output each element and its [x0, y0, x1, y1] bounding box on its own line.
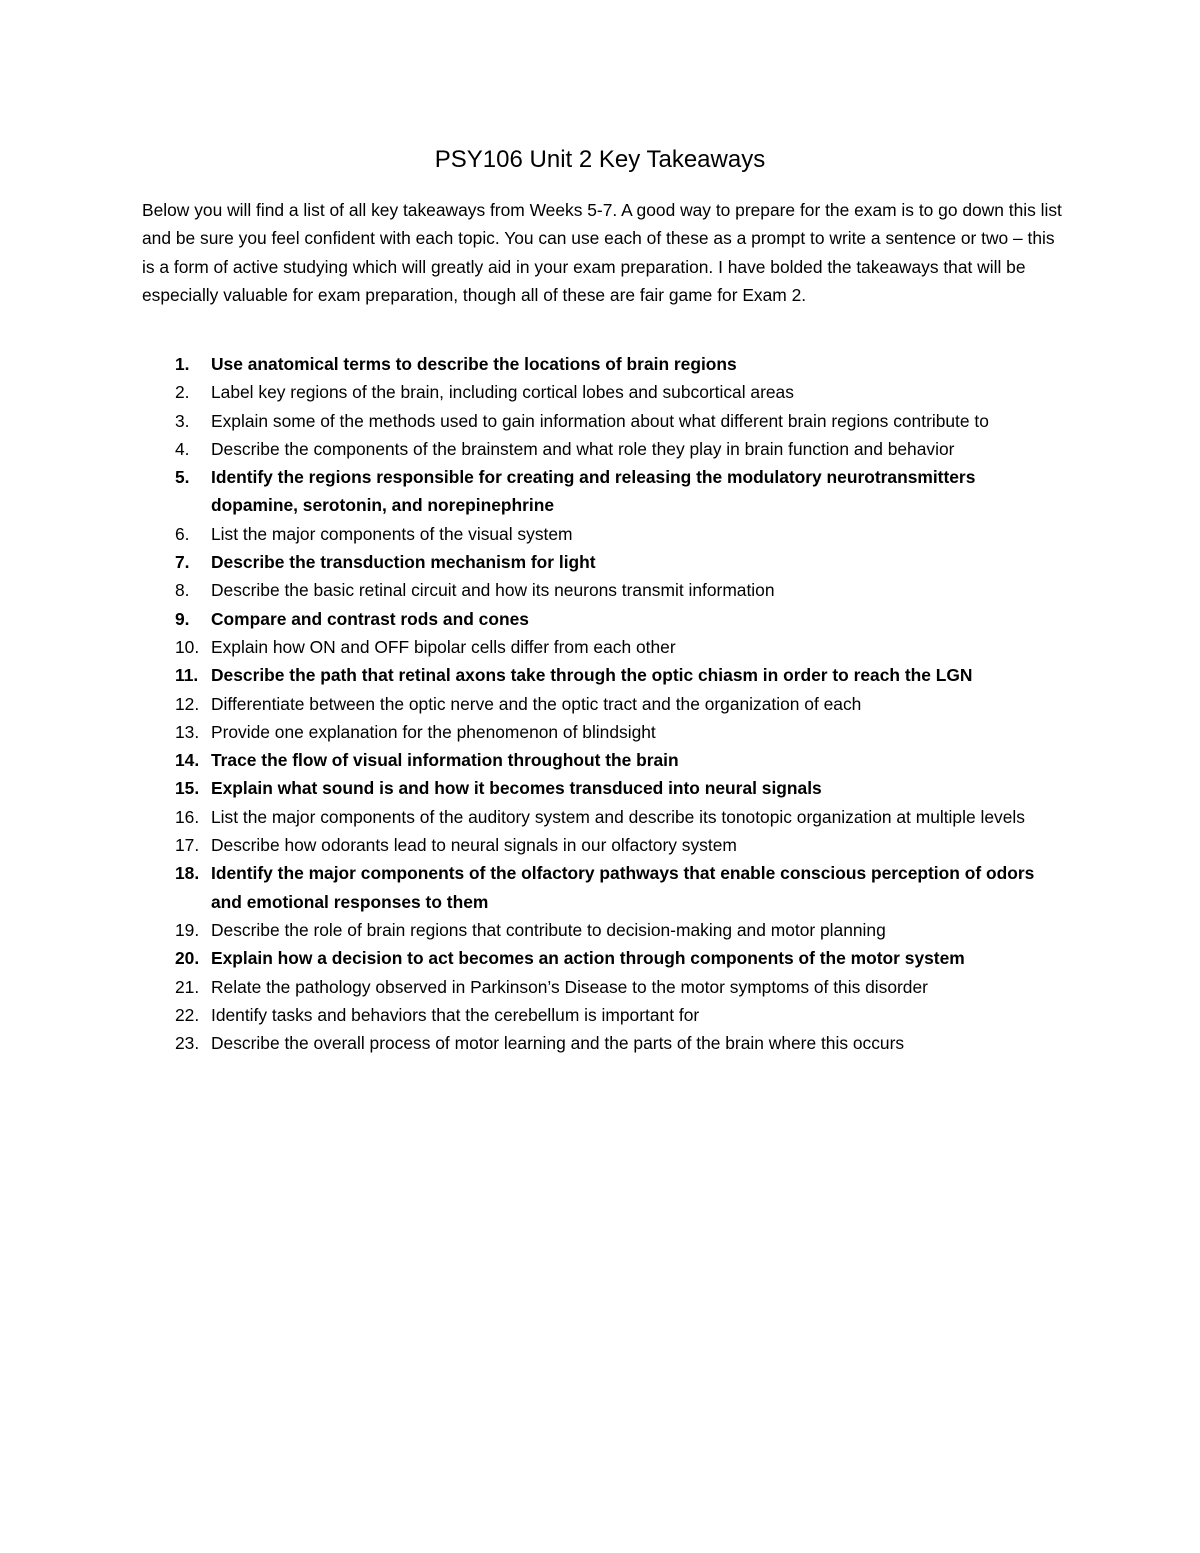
list-item: [142, 407, 1062, 435]
list-item: [142, 661, 1062, 689]
list-item-number: 19.: [175, 919, 200, 940]
list-item-number-wrapper: [142, 774, 211, 802]
list-item-number-wrapper: [142, 661, 211, 689]
list-item-number: 5.: [175, 467, 190, 488]
list-item-number-wrapper: [142, 746, 211, 774]
list-item-text: Relate the pathology observed in Parkinson’s Disease to the motor symptoms of this disorder: [211, 976, 928, 997]
list-item: [142, 463, 1062, 520]
list-item-number: 4.: [175, 438, 190, 459]
list-item-number-wrapper: [142, 1001, 211, 1029]
list-item-number-wrapper: [142, 633, 211, 661]
list-item: [142, 831, 1062, 859]
list-item-number: 18.: [175, 863, 200, 884]
list-item-number: 23.: [175, 1033, 200, 1054]
list-item-number: 3.: [175, 410, 190, 431]
list-item-number: 13.: [175, 721, 200, 742]
list-item-text: Explain how ON and OFF bipolar cells differ from each other: [211, 636, 676, 657]
list-item-number-wrapper: [142, 690, 211, 718]
list-item: [142, 803, 1062, 831]
list-item-number-wrapper: [142, 973, 211, 1001]
list-item-number-wrapper: [142, 407, 211, 435]
list-item-text: Describe the role of brain regions that contribute to decision-making and motor planning: [211, 919, 886, 940]
list-item-text: Describe the components of the brainstem and what role they play in brain function and behavior: [211, 438, 955, 459]
list-item-number: 9.: [175, 608, 190, 629]
list-item: [142, 350, 1062, 378]
list-item-text: Explain some of the methods used to gain information about what different brain regions contribute to: [211, 410, 989, 431]
list-item-number: 12.: [175, 693, 200, 714]
takeaways-list: [142, 350, 1062, 1057]
list-item-number-wrapper: [142, 831, 211, 859]
list-item-number: 7.: [175, 552, 190, 573]
list-item-text: List the major components of the visual system: [211, 523, 573, 544]
list-item-number: 1.: [175, 354, 190, 374]
list-item-number-wrapper: [142, 520, 211, 548]
list-item-number-wrapper: [142, 378, 211, 406]
list-item: [142, 605, 1062, 633]
list-item-text: Compare and contrast rods and cones: [211, 608, 529, 629]
list-item-number: 16.: [175, 806, 200, 827]
list-item-number: 2.: [175, 382, 190, 403]
list-item-number-wrapper: [142, 944, 211, 972]
list-item-text: Differentiate between the optic nerve and the optic tract and the organization of each: [211, 693, 862, 714]
list-item-text: Explain how a decision to act becomes an action through components of the motor system: [211, 948, 965, 969]
list-item: [142, 520, 1062, 548]
list-item: [142, 378, 1062, 406]
intro-paragraph: Below you will find a list of all key takeaways from Weeks 5-7. A good way to prepare for the exam is to go down this list and be sure you feel confident with each topic. You can use each of these as a prompt to write a sentence or two – this is a form of active studying which will greatly aid in your exam preparation. I have bolded the takeaways that will be especially valuable for exam preparation, though all of these are fair game for Exam 2.: [142, 200, 1062, 305]
list-item-number: 20.: [175, 948, 200, 969]
list-item-text: Describe the transduction mechanism for light: [211, 552, 596, 573]
document-title: PSY106 Unit 2 Key Takeaways: [434, 146, 766, 173]
list-item: [142, 774, 1062, 802]
list-item-number-wrapper: [142, 718, 211, 746]
list-item: [142, 435, 1062, 463]
list-item-number: 8.: [175, 580, 190, 601]
list-item-number-wrapper: [142, 859, 211, 916]
list-item-number: 15.: [175, 778, 200, 799]
list-item: [142, 944, 1062, 972]
list-item-number: 11.: [175, 665, 199, 686]
list-item-text: Identify the major components of the olfactory pathways that enable conscious perception of odors and emotional responses to them: [211, 863, 1035, 912]
list-item-number: 17.: [175, 835, 200, 856]
list-item-text: Identify the regions responsible for creating and releasing the modulatory neurotransmitters dopamine, serotonin, and norepinephrine: [211, 467, 976, 516]
list-item: [142, 548, 1062, 576]
list-item-number-wrapper: [142, 576, 211, 604]
list-item: [142, 1029, 1062, 1057]
list-item-text: Explain what sound is and how it becomes transduced into neural signals: [211, 778, 822, 799]
list-item-number: 10.: [175, 636, 200, 657]
list-item-text: Provide one explanation for the phenomenon of blindsight: [211, 721, 656, 742]
list-item-text: Describe how odorants lead to neural signals in our olfactory system: [211, 835, 737, 856]
list-item-text: Describe the path that retinal axons take through the optic chiasm in order to reach the LGN: [211, 665, 973, 686]
list-item-number-wrapper: [142, 803, 211, 831]
list-item-number-wrapper: [142, 463, 211, 520]
list-item-number-wrapper: [142, 605, 211, 633]
list-item: [142, 633, 1062, 661]
list-item: [142, 1001, 1062, 1029]
list-item-text: Label key regions of the brain, including cortical lobes and subcortical areas: [211, 382, 794, 403]
list-item: [142, 718, 1062, 746]
list-item-number: 21.: [175, 976, 200, 997]
list-item-text: List the major components of the auditory system and describe its tonotopic organization at multiple levels: [211, 806, 1025, 827]
list-item-text: Describe the overall process of motor learning and the parts of the brain where this occurs: [211, 1033, 905, 1054]
list-item-number-wrapper: [142, 548, 211, 576]
list-item: [142, 859, 1062, 916]
list-item-number: 14.: [175, 750, 200, 771]
list-item-text: Use anatomical terms to describe the locations of brain regions: [211, 354, 737, 374]
list-item-number-wrapper: [142, 435, 211, 463]
list-item: [142, 576, 1062, 604]
list-item-number: 6.: [175, 523, 190, 544]
list-item: [142, 973, 1062, 1001]
list-item-number-wrapper: [142, 1029, 211, 1057]
list-item-text: Trace the flow of visual information throughout the brain: [211, 750, 679, 771]
list-item-number: 22.: [175, 1004, 200, 1025]
list-item-number-wrapper: [142, 350, 211, 378]
list-item-text: Identify tasks and behaviors that the cerebellum is important for: [211, 1004, 700, 1025]
list-item: [142, 690, 1062, 718]
list-item: [142, 916, 1062, 944]
list-item-number-wrapper: [142, 916, 211, 944]
list-item: [142, 746, 1062, 774]
list-item-text: Describe the basic retinal circuit and how its neurons transmit information: [211, 580, 775, 601]
